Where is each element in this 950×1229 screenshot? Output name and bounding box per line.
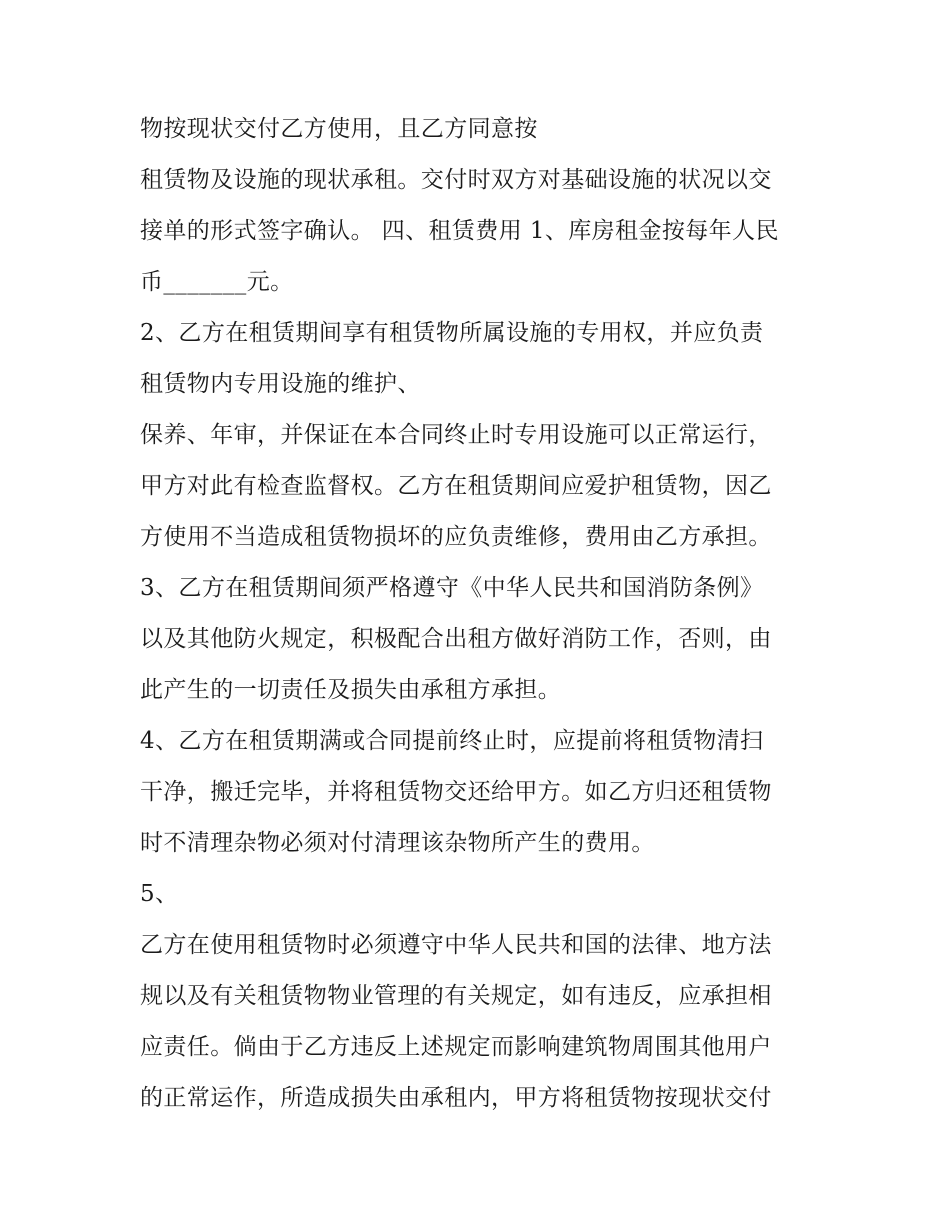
text-line: 时不清理杂物必须对付清理该杂物所产生的费用。	[140, 830, 655, 856]
text-line: 以及其他防火规定，积极配合出租方做好消防工作，否则，由	[140, 626, 772, 652]
text-line: 甲方对此有检查监督权。乙方在租赁期间应爱护租赁物，因乙	[140, 473, 772, 499]
text-line: 接单的形式签字确认。 四、租赁费用 1、库房租金按每年人民	[140, 218, 779, 244]
text-line: 干净，搬迁完毕，并将租赁物交还给甲方。如乙方归还租赁物	[140, 779, 772, 805]
text-line: 3、乙方在租赁期间须严格遵守《中华人民共和国消防条例》	[140, 575, 764, 601]
text-line: 4、乙方在租赁期满或合同提前终止时，应提前将租赁物清扫	[140, 728, 764, 754]
text-line: 规以及有关租赁物物业管理的有关规定，如有违反，应承担相	[140, 983, 772, 1009]
text-line: 5、	[140, 881, 179, 907]
text-line: 物按现状交付乙方使用，且乙方同意按	[140, 116, 538, 142]
text-line: 租赁物及设施的现状承租。交付时双方对基础设施的状况以交	[140, 167, 772, 193]
text-line: 保养、年审，并保证在本合同终止时专用设施可以正常运行，	[140, 422, 772, 448]
text-line: 的正常运作，所造成损失由承租内，甲方将租赁物按现状交付	[140, 1085, 772, 1111]
text-line: 租赁物内专用设施的维护、	[140, 371, 421, 397]
text-line: 乙方在使用租赁物时必须遵守中华人民共和国的法律、地方法	[140, 932, 772, 958]
text-line: 应责任。倘由于乙方违反上述规定而影响建筑物周围其他用户	[140, 1034, 772, 1060]
text-line: 2、乙方在租赁期间享有租赁物所属设施的专用权，并应负责	[140, 320, 764, 346]
text-line: 币_______元。	[140, 269, 294, 295]
text-line: 此产生的一切责任及损失由承租方承担。	[140, 677, 562, 703]
text-line: 方使用不当造成租赁物损坏的应负责维修，费用由乙方承担。	[140, 524, 772, 550]
